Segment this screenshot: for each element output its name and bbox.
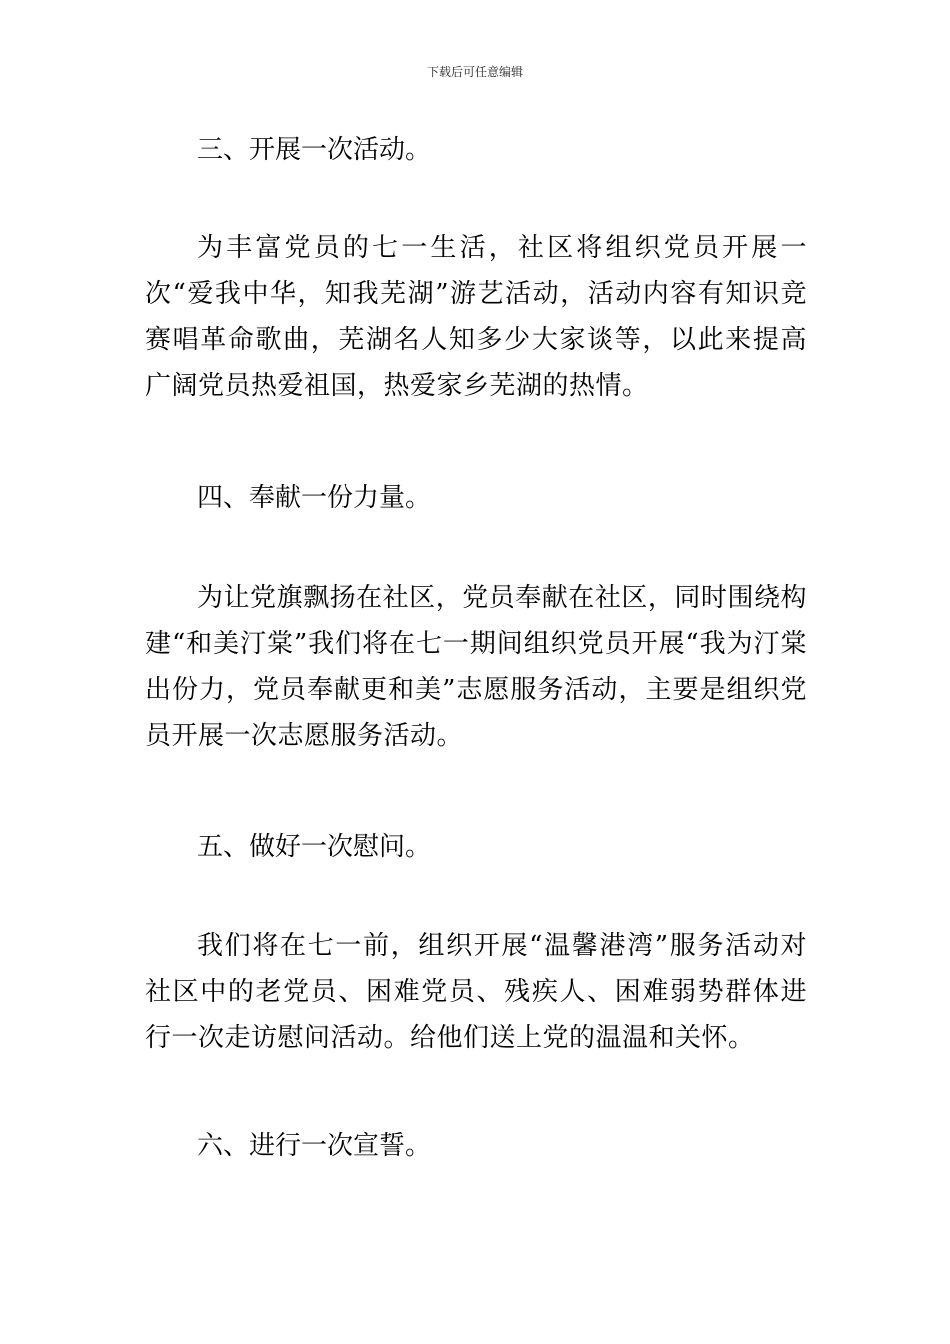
section-paragraph-5: 我们将在七一前，组织开展“温馨港湾”服务活动对社区中的老党员、困难党员、残疾人、困难弱势群体进行一次走访慰问活动。给他们送上党的温温和关怀。 — [145, 931, 807, 1053]
section-heading-5: 五、做好一次慰问。 — [197, 832, 432, 862]
section-paragraph-3: 为丰富党员的七一生活，社区将组织党员开展一次“爱我中华，知我芜湖”游艺活动，活动内容有知识竞赛唱革命歌曲，芜湖名人知多少大家谈等，以此来提高广阔党员热爱祖国，热爱家乡芜湖的热情。 — [145, 233, 807, 401]
section-paragraph-4: 为让党旗飘扬在社区，党员奉献在社区，同时围绕构建“和美汀棠”我们将在七一期间组织党员开展“我为汀棠出份力，党员奉献更和美”志愿服务活动，主要是组织党员开展一次志愿服务活动。 — [145, 583, 807, 751]
section-heading-4: 四、奉献一份力量。 — [197, 483, 432, 513]
section-heading-6: 六、进行一次宣誓。 — [197, 1131, 432, 1161]
section-heading-3: 三、开展一次活动。 — [197, 135, 432, 165]
page-header-note: 下载后可任意编辑 — [426, 65, 523, 79]
